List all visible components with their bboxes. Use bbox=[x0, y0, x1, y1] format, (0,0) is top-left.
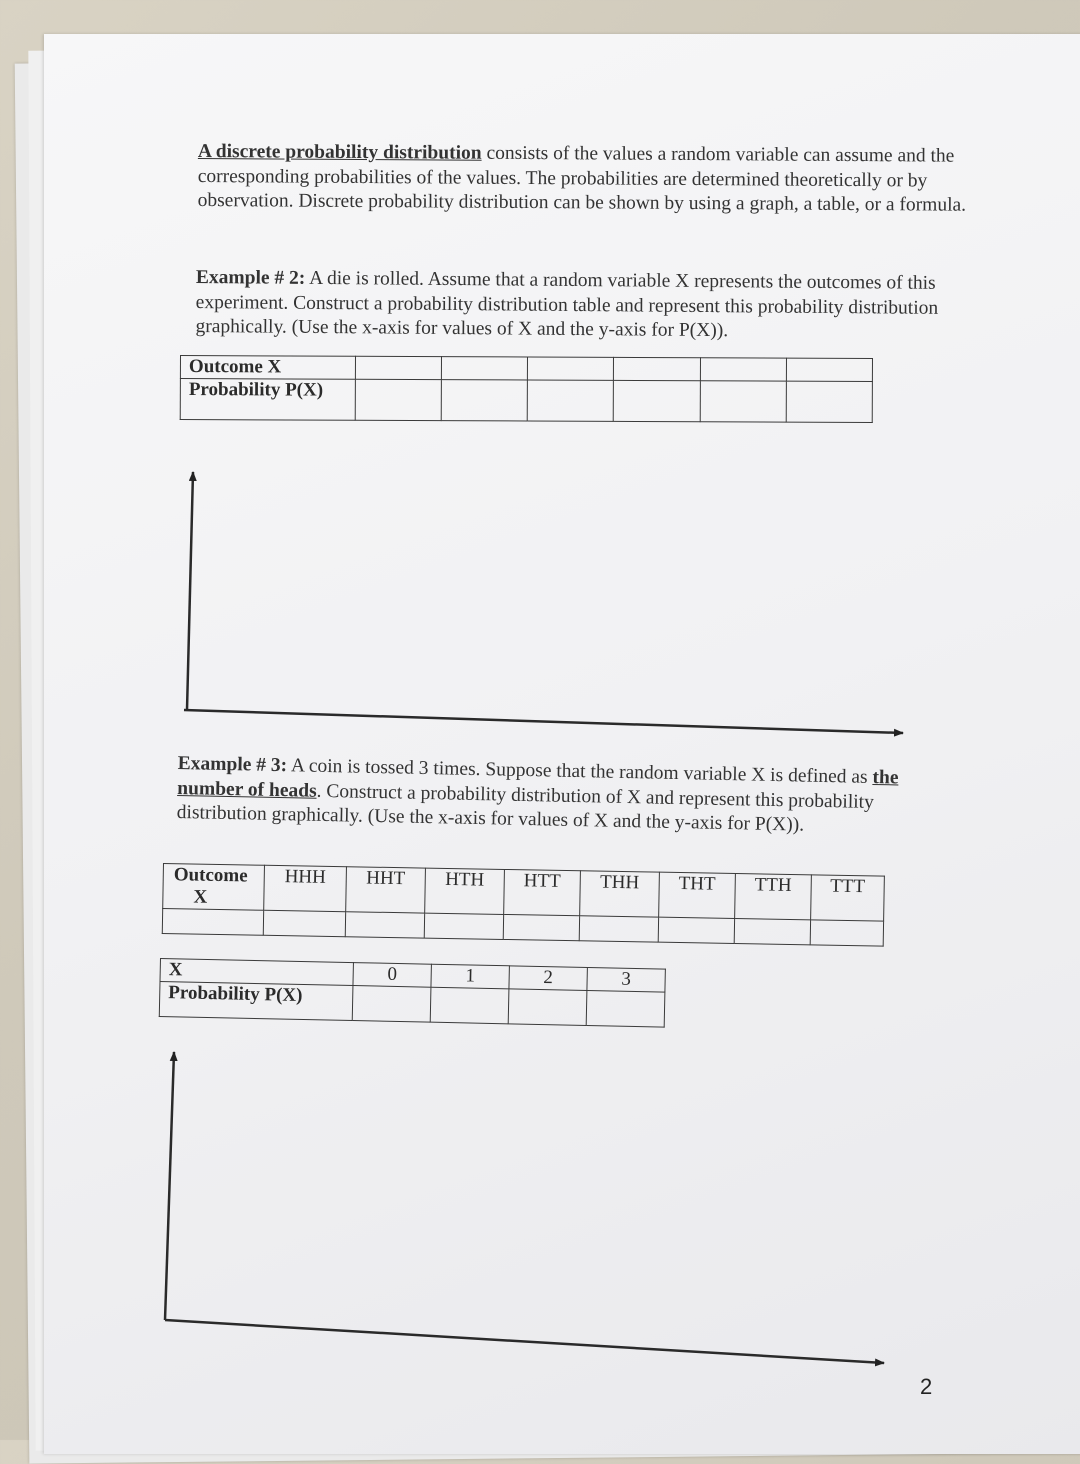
outcome-cell: HTH bbox=[425, 868, 505, 914]
example-2-label: Example # 2: bbox=[195, 266, 306, 289]
worksheet-page bbox=[44, 34, 1080, 1454]
example-3-emphasis: the number of heads bbox=[177, 766, 899, 802]
table-cell bbox=[441, 380, 527, 421]
table-cell bbox=[786, 381, 872, 422]
table-cell bbox=[586, 990, 665, 1027]
example-3-text-1: A coin is tossed 3 times. Suppose that the random variable X is defined as bbox=[286, 755, 873, 788]
table-cell bbox=[658, 917, 734, 943]
table-cell bbox=[734, 918, 810, 944]
example-3-text-2: . Construct a probability distribution of X and represent this probability distribution graphically. (Use the x-axis for values of X and the y-axis for P(X)). bbox=[176, 780, 875, 836]
definition-term: A discrete probability distribution bbox=[197, 140, 482, 164]
table-cell bbox=[700, 358, 786, 381]
table-cell bbox=[700, 381, 786, 422]
table-cell bbox=[345, 912, 424, 938]
table-cell bbox=[442, 357, 528, 380]
table-cell bbox=[352, 986, 431, 1023]
probability-row bbox=[180, 379, 872, 423]
x-value-cell: 1 bbox=[431, 964, 509, 989]
example-3-label: Example # 3: bbox=[177, 752, 288, 777]
x-value-cell: 2 bbox=[509, 966, 587, 991]
table-cell bbox=[355, 356, 441, 379]
outcome-cell: TTT bbox=[811, 875, 885, 921]
outcome-cell: TTH bbox=[735, 873, 812, 919]
table-cell bbox=[263, 910, 345, 936]
example-2-paragraph bbox=[195, 266, 986, 346]
outcome-cell: HHT bbox=[346, 867, 426, 913]
intro-paragraph bbox=[198, 140, 978, 218]
x-value-cell: 0 bbox=[353, 963, 431, 988]
outcome-row bbox=[180, 356, 872, 382]
table-cell bbox=[786, 358, 872, 381]
outcome-label-cell bbox=[163, 864, 265, 911]
table-cell bbox=[508, 989, 587, 1026]
outcome-cell: HHH bbox=[264, 865, 347, 911]
outcome-x-label: X bbox=[193, 886, 208, 908]
outcome-cell: THH bbox=[580, 871, 660, 917]
probability-label: Probability P(X) bbox=[159, 982, 353, 1021]
table-cell bbox=[503, 914, 579, 940]
example-2-table bbox=[180, 355, 873, 423]
table-cell bbox=[579, 916, 658, 942]
x-value-cell: 3 bbox=[587, 967, 665, 992]
table-cell bbox=[162, 909, 263, 936]
table-cell bbox=[528, 357, 614, 380]
example-2-text: A die is rolled. Assume that a random variable X represents the outcomes of this experiment. Construct a probability distribution table and represent this probability distribution graphically. (Use the x-axis for values of X and the y-axis for P(X)). bbox=[195, 267, 939, 342]
table-cell bbox=[614, 357, 700, 380]
definition-text: consists of the values a random variable can assume and the corresponding probabilities of the values. The probabilities are determined theoretically or by observation. Discrete probability distribution can be shown by using a graph, a table, or a formula. bbox=[197, 142, 967, 216]
table-cell bbox=[430, 987, 509, 1024]
table-cell bbox=[810, 920, 884, 946]
outcome-cell: THT bbox=[659, 872, 736, 918]
outcome-cell: HTT bbox=[504, 869, 581, 915]
coin-outcome-table bbox=[162, 863, 885, 947]
table-cell bbox=[355, 379, 441, 420]
outcome-label: Outcome X bbox=[180, 356, 355, 380]
probability-label: Probability P(X) bbox=[180, 379, 355, 421]
page-number: 2 bbox=[920, 1374, 933, 1399]
table-cell bbox=[424, 913, 503, 939]
coin-probability-table bbox=[159, 958, 666, 1028]
outcome-label: Outcome bbox=[173, 864, 248, 887]
x-label: X bbox=[160, 959, 353, 986]
table-cell bbox=[614, 380, 700, 421]
table-cell bbox=[528, 380, 614, 421]
